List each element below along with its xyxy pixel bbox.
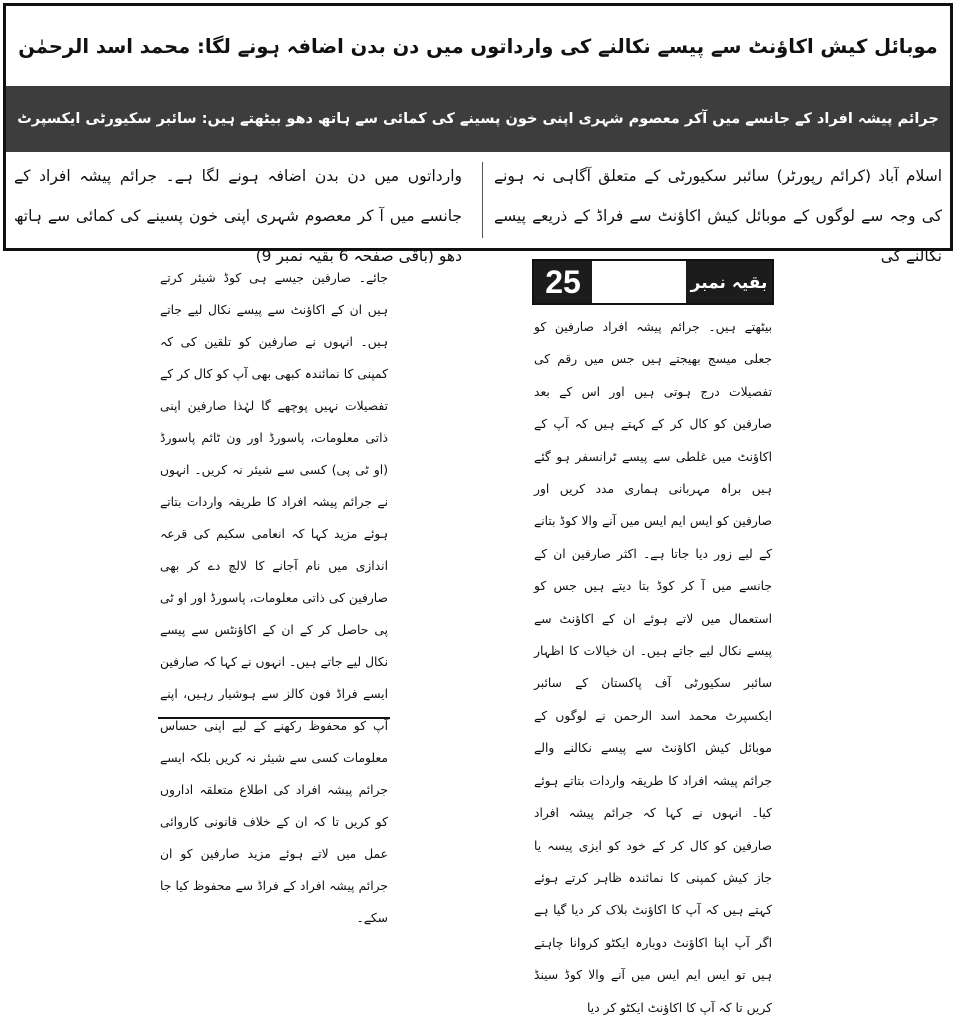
continuation-column-left — [158, 262, 390, 925]
continuation-header — [532, 259, 774, 305]
intro-column-left: وارداتوں میں دن بدن اضافہ ہونے لگا ہے۔ جرائم پیشہ افراد کے جانسے میں آ کر معصوم شہری اپنی خون پسینے کی کمائی سے ہاتھ دھو (باقی صفحہ 6 بقیہ نمبر 9) — [14, 167, 462, 265]
column-divider — [482, 162, 483, 238]
story-box — [3, 3, 953, 265]
intro-column-right: اسلام آباد (کرائم رپورٹر) سائبر سکیورٹی کے متعلق آگاہی نہ ہونے کی وجہ سے لوگوں کے موبائل کیش اکاؤنٹ سے فراڈ کے ذریعے پیسے نکالنے کی — [494, 167, 942, 265]
subheadline: جرائم پیشہ افراد کے جانسے میں آکر معصوم شہری اپنی خون پسینے کی کمائی سے ہاتھ دھو بیٹھتے ہیں: سائبر سکیورٹی ایکسپرٹ — [17, 111, 939, 127]
continuation-label: بقیہ نمبر — [686, 261, 772, 303]
end-rule — [158, 717, 390, 719]
intro-columns — [6, 152, 950, 265]
continuation-number: 25 — [534, 261, 592, 303]
body-text-right: بیٹھتے ہیں۔ جرائم پیشہ افراد صارفین کو جعلی میسج بھیجتے ہیں جس میں رقم کی تفصیلات درج ہوتی ہیں اور اس کے بعد صارفین کو کال کر کے کہتے ہیں کہ آپ کے اکاؤنٹ میں غلطی سے پیسے ٹرانسفر ہو گئے ہیں براہ مہربانی ہماری مدد کریں اور صارفین کو ایس ایم ایس میں آنے والا کوڈ بتانے کے لیے زور دیا جاتا ہے۔ اکثر صارفین ان کے جانسے میں آ کر کوڈ بتا دیتے ہیں جس کو استعمال میں لاتے ہوئے ان کے اکاؤنٹ سے پیسے نکال لیے جاتے ہیں۔ ان خیالات کا اظہار سائبر سکیورٹی آف پاکستان کے سائبر ایکسپرٹ محمد اسد الرحمن نے لوگوں کے موبائل کیش اکاؤنٹ سے پیسے نکالنے والے جرائم پیشہ افراد کا طریقہ واردات بتاتے ہوئے کیا۔ انہوں نے کہا کہ جرائم پیشہ افراد صارفین کو کال کر کے خود کو ایزی پیسہ یا جاز کیش کمپنی کا نمائندہ ظاہر کرتے ہوئے کہتے ہیں کہ آپ کا اکاؤنٹ بلاک کر دیا گیا ہے اگر آپ اپنا اکاؤنٹ دوبارہ ایکٹو کروانا چاہتے ہیں تو ایس ایم ایس میں آنے والا کوڈ سینڈ کریں تا کہ آپ کا اکاؤنٹ ایکٹو کر دیا — [534, 320, 772, 1015]
subheadline-bar — [6, 86, 950, 152]
headline: موبائل کیش اکاؤنٹ سے پیسے نکالنے کی وارداتوں میں دن بدن اضافہ ہونے لگا: محمد اسد الرحمٰن — [18, 35, 938, 59]
continuation-column-right — [532, 255, 774, 1015]
body-text-left: جائے۔ صارفین جیسے ہی کوڈ شیئر کرتے ہیں ان کے اکاؤنٹ سے پیسے نکال لیے جاتے ہیں۔ انہوں نے صارفین کو تلقین کی کہ کمپنی کا نمائندہ کبھی بھی آپ کو کال کر کے تفصیلات نہیں پوچھے گا لہٰذا صارفین اپنی ذاتی معلومات، پاسورڈ اور ون ٹائم پاسورڈ (او ٹی پی) کسی سے شیئر نہ کریں۔ انہوں نے جرائم پیشہ افراد کا طریقہ واردات بتاتے ہوئے مزید کہا کہ انعامی سکیم کی قرعہ اندازی میں نام آجانے کا لالچ دے کر بھی صارفین کی ذاتی معلومات، پاسورڈ اور او ٹی پی حاصل کر کے ان کے اکاؤنٹس سے پیسے نکال لیے جاتے ہیں۔ انہوں نے کہا کہ صارفین ایسے فراڈ فون کالز سے ہوشیار رہیں، اپنے آپ کو محفوظ رکھنے کے لیے اپنی حساس معلومات کسی سے شیئر نہ کریں بلکہ ایسے جرائم پیشہ افراد کی اطلاع متعلقہ اداروں کو کریں تا کہ ان کے خلاف قانونی کاروائی عمل میں لاتے ہوئے مزید صارفین کو ان جرائم پیشہ افراد کے فراڈ سے محفوظ کیا جا سکے۔ — [160, 271, 388, 925]
